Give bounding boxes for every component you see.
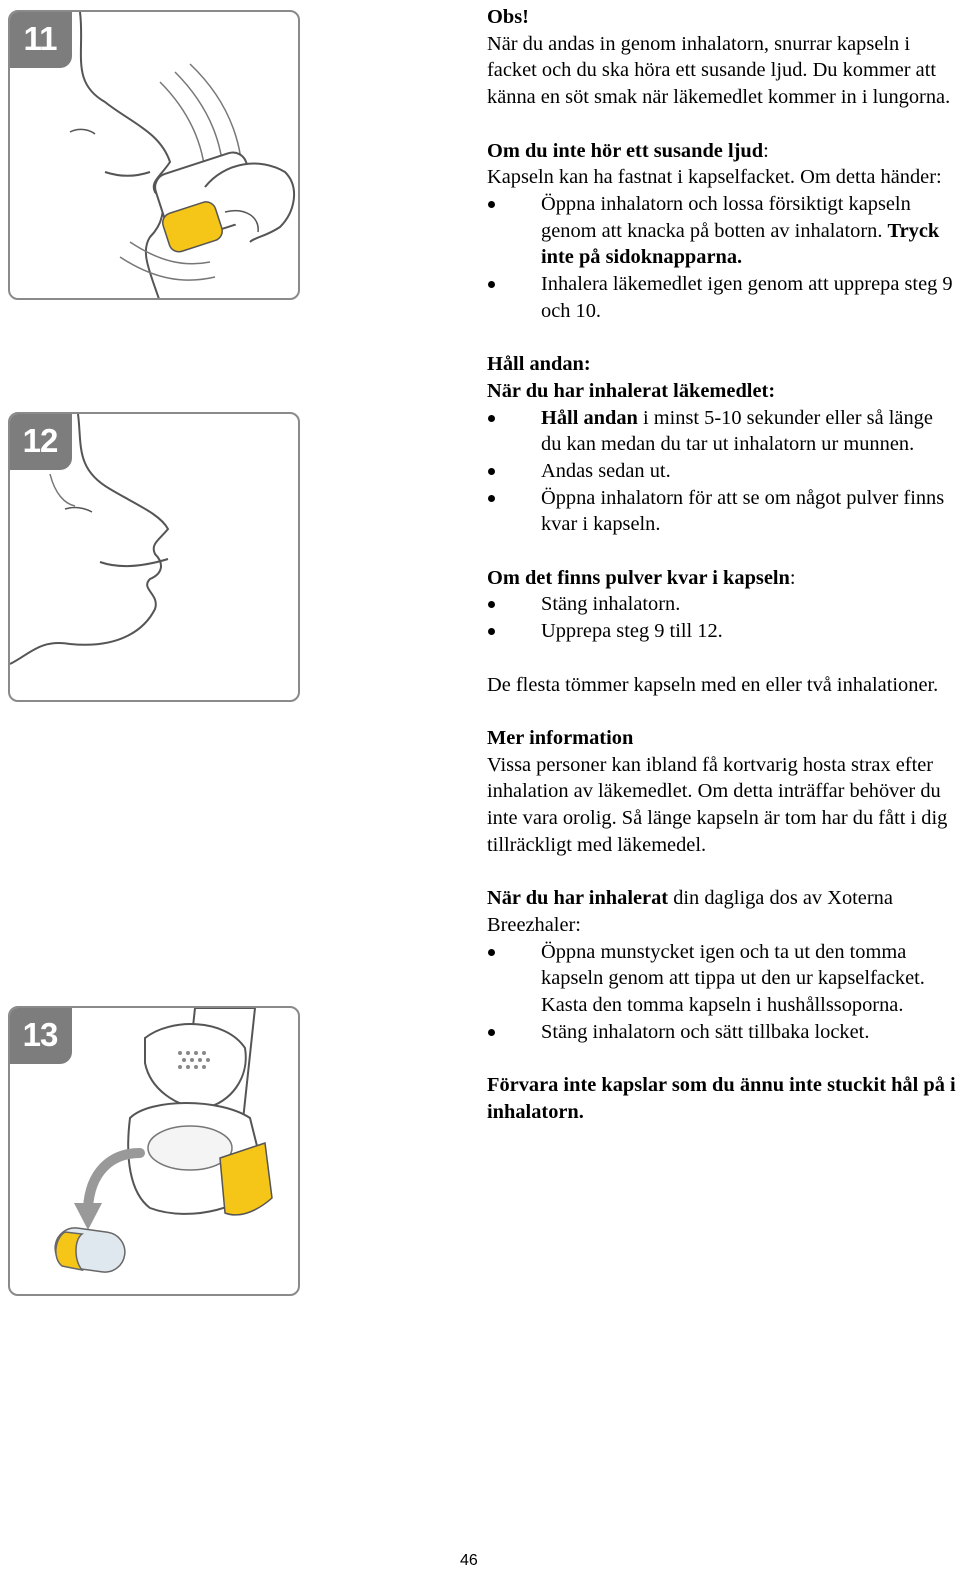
instructions-text xyxy=(487,4,957,1152)
obs-title: Obs! xyxy=(487,6,529,28)
list-item: Stäng inhalatorn. xyxy=(487,591,957,618)
list-item: Inhalera läkemedlet igen genom att upprepa steg 9 och 10. xyxy=(487,271,957,324)
after-dose-heading-text: din dagliga dos av Xoterna Breezhaler: xyxy=(487,887,893,936)
step-number-badge: 13 xyxy=(8,1006,72,1064)
step-13-illustration xyxy=(8,1006,300,1296)
step-number-badge: 11 xyxy=(8,10,72,68)
step-number-badge: 12 xyxy=(8,412,72,470)
more-info-section xyxy=(487,725,957,859)
most-people-text: De flesta tömmer kapseln med en eller två inhalationer. xyxy=(487,673,939,696)
list-item-bold: Håll andan xyxy=(541,406,638,429)
no-sound-heading: Om du inte hör ett susande ljud xyxy=(487,139,764,162)
hold-breath-list xyxy=(487,405,957,539)
list-item xyxy=(487,405,957,458)
after-dose-list xyxy=(487,939,957,1046)
powder-left-section xyxy=(487,565,957,592)
hold-breath-subheading: När du har inhalerat läkemedlet: xyxy=(487,379,776,402)
more-info-heading: Mer information xyxy=(487,726,634,749)
list-item: Öppna inhalatorn för att se om något pulver finns kvar i kapseln. xyxy=(487,485,957,538)
heading-suffix: : xyxy=(763,139,769,162)
after-dose-section xyxy=(487,885,957,938)
list-item-bold: Tryck inte på sidoknapparna. xyxy=(541,219,940,269)
no-sound-section xyxy=(487,138,957,191)
list-item: Upprepa steg 9 till 12. xyxy=(487,618,957,645)
storage-warning: Förvara inte kapslar som du ännu inte stuckit hål på i inhalatorn. xyxy=(487,1074,956,1123)
obs-section xyxy=(487,4,957,111)
hold-breath-heading: Håll andan: xyxy=(487,353,591,376)
list-item xyxy=(487,191,957,271)
step-12-illustration xyxy=(8,412,300,702)
list-item-text: i minst 5-10 sekunder eller så länge du kan medan du tar ut inhalatorn ur munnen. xyxy=(541,406,933,456)
powder-left-list xyxy=(487,591,957,644)
heading-suffix: : xyxy=(789,566,796,589)
hold-breath-section xyxy=(487,351,957,404)
list-item: Öppna munstycket igen och ta ut den tomma kapseln genom att tippa ut den ur kapselfacket. Kasta den tomma kapseln i hushållssoporna. xyxy=(487,939,957,1019)
page-number: 46 xyxy=(460,1552,478,1569)
no-sound-intro: Kapseln kan ha fastnat i kapselfacket. Om detta händer: xyxy=(487,166,942,189)
list-item-text: Öppna inhalatorn och lossa försiktigt kapseln genom att knacka på botten av inhalatorn. xyxy=(541,192,911,242)
list-item: Stäng inhalatorn och sätt tillbaka locket. xyxy=(487,1019,957,1046)
powder-left-heading: Om det finns pulver kvar i kapseln xyxy=(487,566,790,589)
list-item: Andas sedan ut. xyxy=(487,458,957,485)
more-info-text: Vissa personer kan ibland få kortvarig hosta strax efter inhalation av läkemedlet. Om detta inträffar behöver du inte vara orolig. Så länge kapseln är tom har du fått i dig tillräckligt med läkemedel. xyxy=(487,753,948,856)
step-11-illustration xyxy=(8,10,300,300)
no-sound-list xyxy=(487,191,957,325)
after-dose-heading-bold: När du har inhalerat xyxy=(487,887,669,910)
obs-text: När du andas in genom inhalatorn, snurrar kapseln i facket och du ska höra ett susande ljud. Du kommer att känna en söt smak när läkemedlet kommer in i lungorna. xyxy=(487,32,951,109)
